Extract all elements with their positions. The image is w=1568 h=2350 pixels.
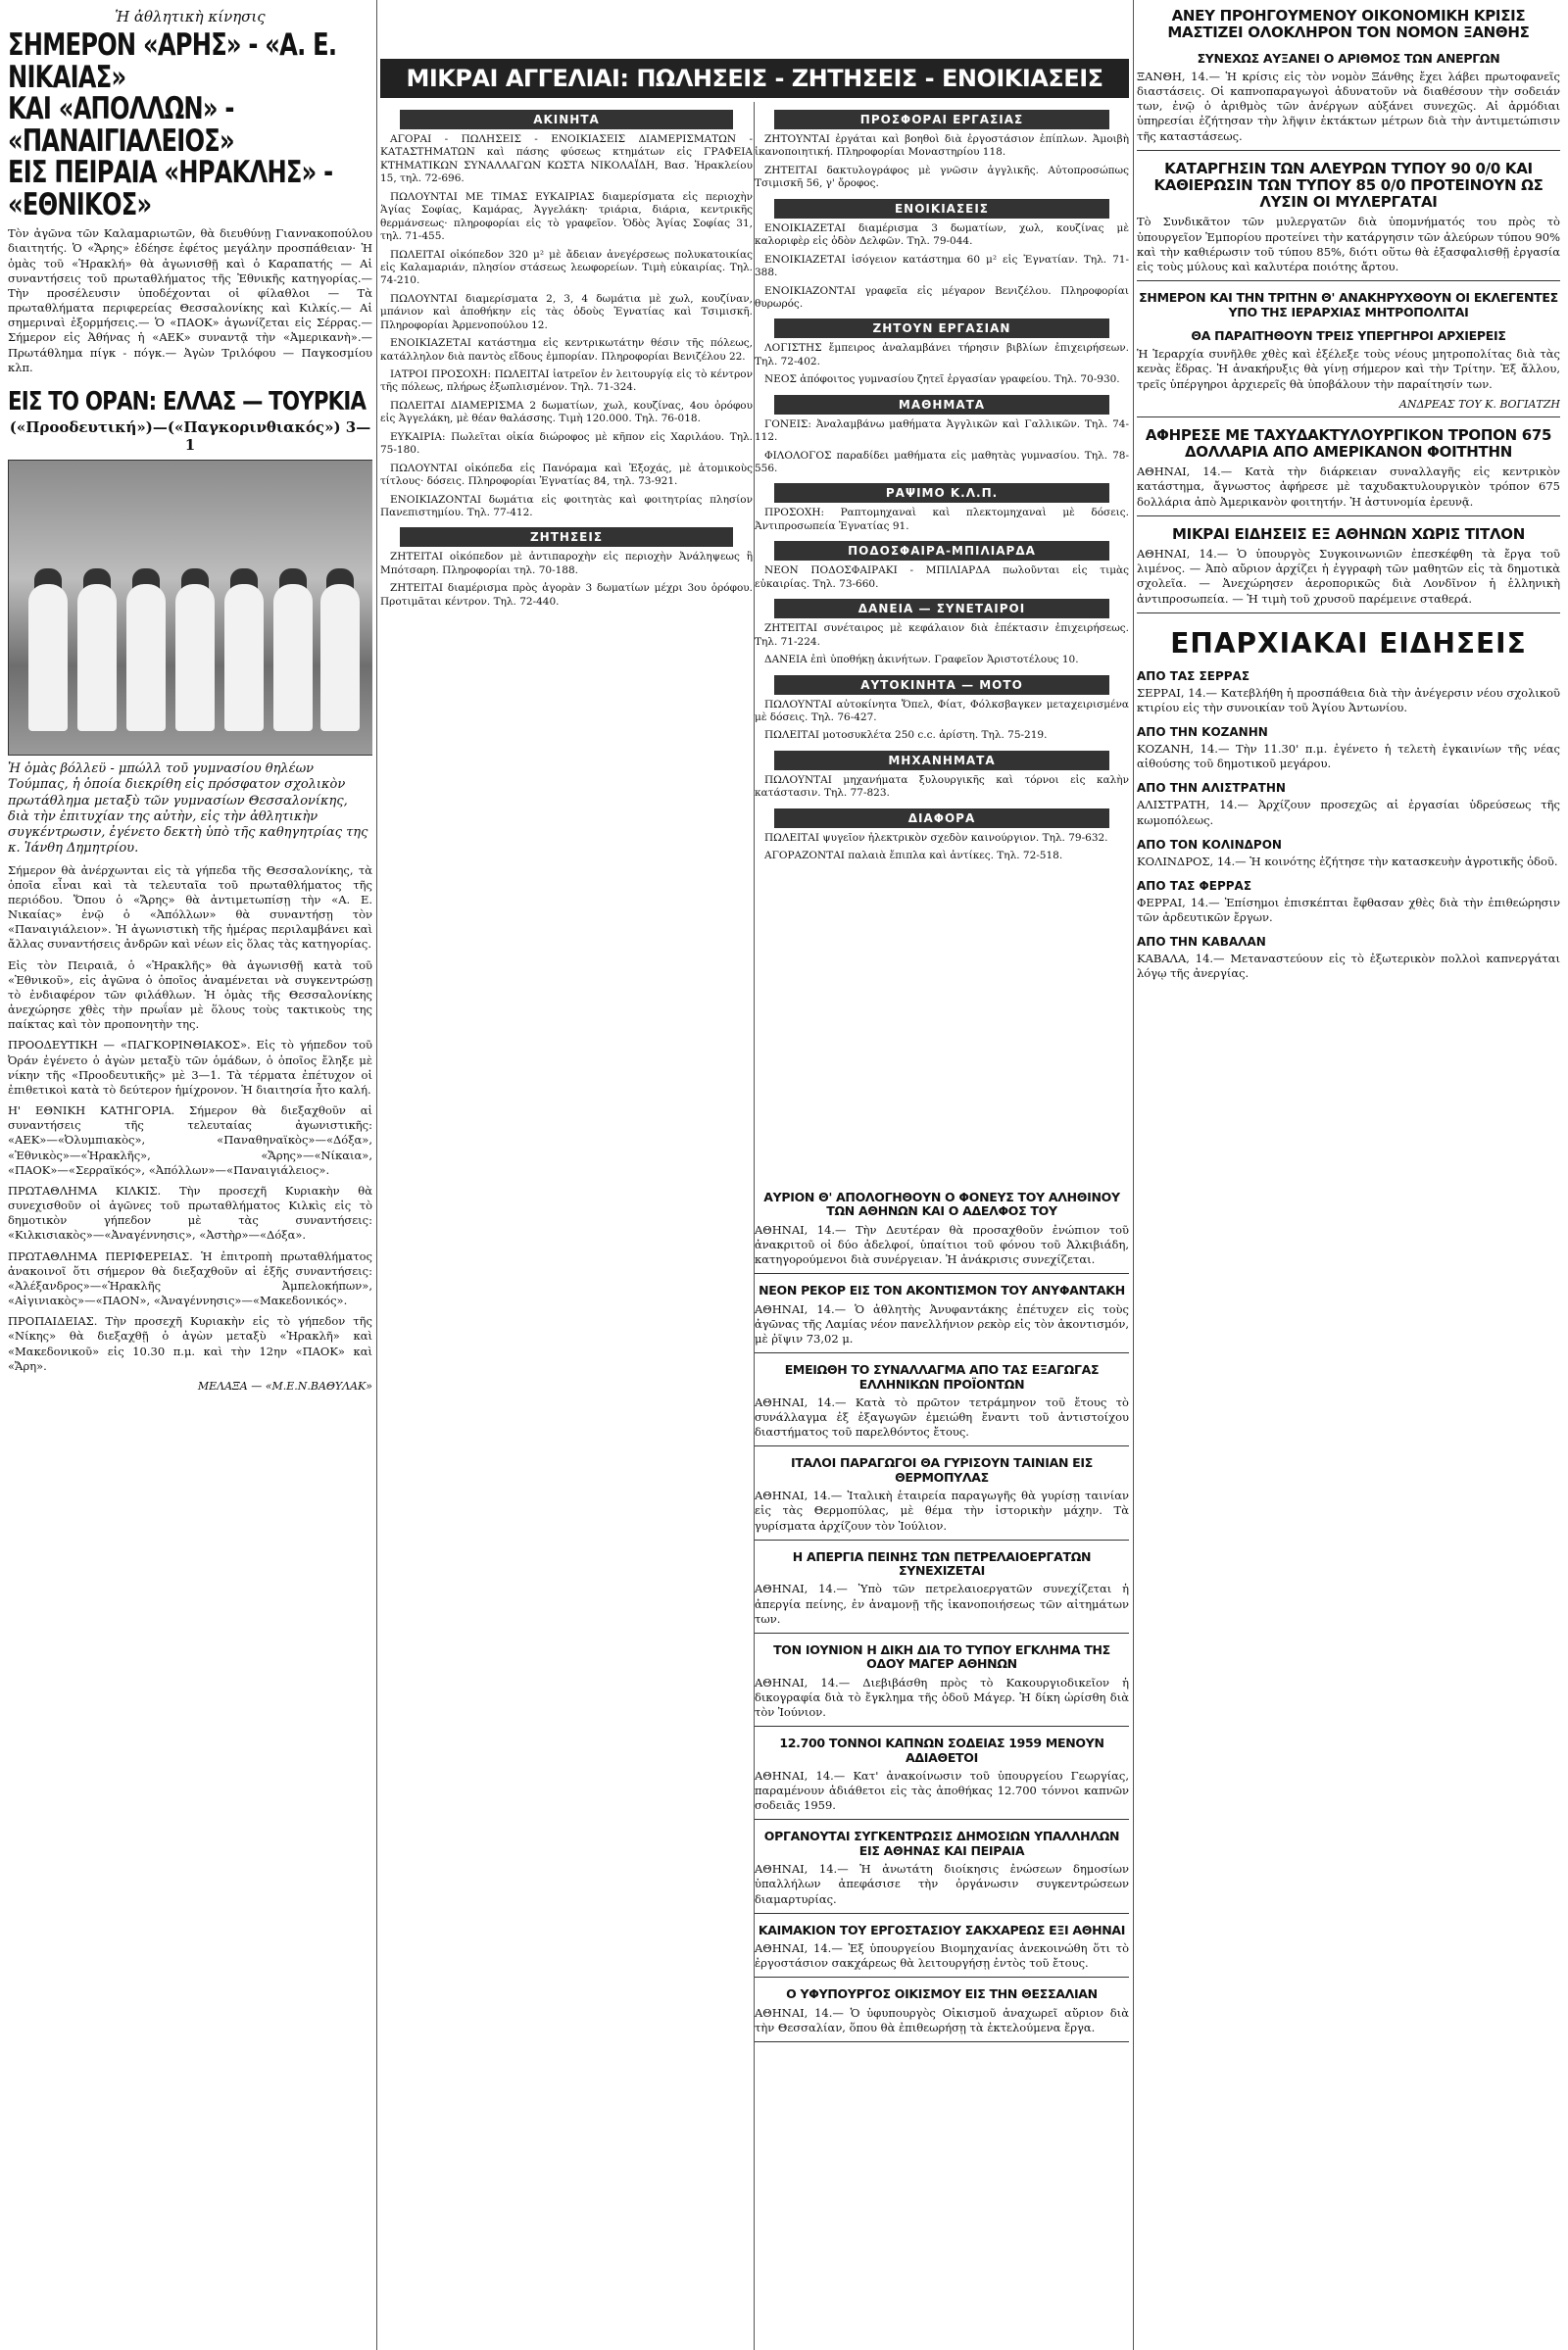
flour-headline: ΚΑΤΑΡΓΗΣΙΝ ΤΩΝ ΑΛΕΥΡΩΝ ΤΥΠΟΥ 90 0/0 ΚΑΙ ΚΑΘΙΕΡΩΣΙΝ ΤΩΝ ΤΥΠΟΥ 85 0/0 ΠΡΟΤΕΙΝΟΥΝ ΩΣ ΛΥΣΙΝ ΟΙ ΜΥΛΕΡΓΑΤΑΙ	[1153, 159, 1544, 212]
ad-category: ΜΗΧΑΝΗΜΑΤΑ	[774, 751, 1109, 770]
bishops-text: Ἡ Ἱεραρχία συνῆλθε χθὲς καὶ ἐξέλεξε τοὺς νέους μητροπολίτας διὰ τὰς κενὰς ἕδρας. Ἡ ἀνακήρυξις θὰ γίνῃ σήμερον καὶ τὴν Τρίτην. Ἐξ ἄλλου, τρεῖς ὑπέργηροι ἀρχιερεῖς θὰ ὑποβάλουν τὴν παραίτησίν των.	[1137, 347, 1560, 391]
classified-ad: ΖΗΤΕΙΤΑΙ διαμέρισμα πρὸς ἀγορὰν 3 δωματίων μέχρι 3ου ὀρόφου. Προτιμᾶται κέντρον. Τηλ. 72-440.	[380, 582, 753, 608]
sports-paragraph: Σήμερον θὰ ἀνέρχωνται εἰς τὰ γήπεδα τῆς Θεσσαλονίκης, τὰ ὁποῖα εἶναι καὶ τὰ τελευταῖα τοῦ πρωταθλήματος τῆς περιόδου. Ὅπου ὁ «Ἄρης» θὰ ἀντιμετωπίσῃ τὴν «Α. Ε. Νικαίας» ἐνῷ ὁ «Ἀπόλλων» θὰ συναντήσῃ τὸν «Παναιγιάλειον». Ἡ ἀγωνιστικὴ τῆς ἡμέρας περιλαμβάνει καὶ ἄλλας συναντήσεις ἀνδρῶν καὶ νέων εἰς ὅλας τὰς κατηγορίας.	[8, 862, 372, 952]
classified-ad: ΠΩΛΕΙΤΑΙ μοτοσυκλέτα 250 c.c. ἀρίστη. Τηλ. 75-219.	[764, 729, 1048, 742]
xanthi-text: ΞΑΝΘΗ, 14.— Ἡ κρίσις εἰς τὸν νομὸν Ξάνθης ἔχει λάβει πρωτοφανεῖς διαστάσεις. Οἱ καπνοπαραγωγοὶ ἀδυνατοῦν νὰ διαθέσουν τὴν σοδειάν των, ἐνῷ ὁ ἀριθμὸς τῶν ἀνέργων αὐξάνει συνεχῶς. Αἱ ἀρμόδιαι ὑπηρεσίαι ἐζήτησαν τὴν λῆψιν ἐκτάκτων μέτρων διὰ τὴν ἀντιμετώπισιν τῆς καταστάσεως.	[1137, 69, 1560, 143]
classified-ad: ΕΝΟΙΚΙΑΖΕΤΑΙ ἰσόγειον κατάστημα 60 μ² εἰς Ἐγνατίαν. Τηλ. 71-388.	[755, 253, 1129, 279]
classified-ad: ΠΩΛΟΥΝΤΑΙ διαμερίσματα 2, 3, 4 δωμάτια μὲ χωλ, κουζίναν, μπάνιον καὶ ἀποθήκην εἰς τὰς ὁδοὺς Ἐγνατίας καὶ Τσιμισκῆ. Πληροφορίαι Ἀρμενοπούλου 12.	[380, 292, 753, 331]
classified-ad: ΠΩΛΕΙΤΑΙ ψυγεῖον ἠλεκτρικὸν σχεδὸν καινούργιον. Τηλ. 79-632.	[764, 831, 1108, 844]
photo-caption: Ἡ ὁμὰς βόλλεϋ - μπώλλ τοῦ γυμνασίου θηλέων Τούμπας, ἡ ὁποία διεκρίθη εἰς πρόσφατον σχολικὸν πρωτάθλημα μεταξὺ τῶν γυμνασίων Θεσσαλονίκης, διὰ τὴν ἐπιτυχίαν της αὐτὴν, εἰς τὴν ἀθλητικὴν συγκέντρωσιν, ἐγένετο δεκτὴ ὑπὸ τῆς καθηγητρίας της κ. Ἰάνθη Δημητρίου.	[8, 761, 368, 857]
provincial-dateline: ΑΠΟ ΤΟΝ ΚΟΛΙΝΔΡΟΝ	[1137, 837, 1282, 852]
brief-news-headline: ΜΙΚΡΑΙ ΕΙΔΗΣΕΙΣ ΕΞ ΑΘΗΝΩΝ ΧΩΡΙΣ ΤΙΤΛΟΝ	[1172, 524, 1525, 543]
ad-category: ΖΗΤΟΥΝ ΕΡΓΑΣΙΑΝ	[774, 318, 1109, 338]
team-photo	[8, 460, 372, 756]
classified-ad: ΖΗΤΕΙΤΑΙ οἰκόπεδον μὲ ἀντιπαροχὴν εἰς περιοχὴν Ἀνάληψεως ἢ Μπότσαρη. Πληροφορίαι τηλ. 70-188.	[380, 551, 753, 576]
sports-paragraph: ΠΡΩΤΑΘΛΗΜΑ ΚΙΛΚΙΣ. Τὴν προσεχῆ Κυριακὴν θὰ συνεχισθοῦν οἱ ἀγῶνες τοῦ πρωταθλήματος Κιλκὶς εἰς τὸ δημοτικὸν γήπεδον μὲ τὰς συναντήσεις: «Κιλκισιακὸς»—«Ἀναγέννησις», «Ἀστὴρ»—«Δόξα».	[8, 1183, 372, 1243]
classified-ad: ΖΗΤΕΙΤΑΙ συνέταιρος μὲ κεφάλαιον διὰ ἐπέκτασιν ἐπιχειρήσεως. Τηλ. 71-224.	[755, 622, 1129, 648]
news-text: ΑΘΗΝΑΙ, 14.— Ἰταλικὴ ἑταιρεία παραγωγῆς θὰ γυρίσῃ ταινίαν εἰς τὰς Θερμοπύλας, μὲ θέμα τὴν ἱστορικὴν μάχην. Τὰ γυρίσματα ἀρχίζουν τὸν Ἰούλιον.	[755, 1489, 1129, 1533]
classified-ad: ΠΡΟΣΟΧΗ: Ραπτομηχαναὶ καὶ πλεκτομηχαναὶ μὲ δόσεις. Ἀντιπροσωπεία Ἐγνατίας 91.	[755, 507, 1129, 532]
bishops-headline: ΣΗΜΕΡΟΝ ΚΑΙ ΤΗΝ ΤΡΙΤΗΝ Θ' ΑΝΑΚΗΡΥΧΘΟΥΝ ΟΙ ΕΚΛΕΓΕΝΤΕΣ ΥΠΟ ΤΗΣ ΙΕΡΑΡΧΙΑΣ ΜΗΤΡΟΠΟΛΙΤΑΙ	[1139, 290, 1558, 319]
classified-ad: ΠΩΛΟΥΝΤΑΙ ΜΕ ΤΙΜΑΣ ΕΥΚΑΙΡΙΑΣ διαμερίσματα εἰς περιοχὴν Ἁγίας Σοφίας, Καμάρας, Ἀγγελάκη· τριάρια, διάρια, κεντρικῆς θερμάνσεως· πληροφορίαι εἰς τὸ γραφεῖον. Ὁδὸς Ἁγίας Σοφίας 31, τηλ. 71-455.	[380, 190, 753, 243]
news-headline: Ο ΥΦΥΠΟΥΡΓΟΣ ΟΙΚΙΣΜΟΥ ΕΙΣ ΤΗΝ ΘΕΣΣΑΛΙΑΝ	[786, 1986, 1098, 2002]
dollars-headline: ΑΦΗΡΕΣΕ ΜΕ ΤΑΧΥΔΑΚΤΥΛΟΥΡΓΙΚΟΝ ΤΡΟΠΟΝ 675 ΔΟΛΛΑΡΙΑ ΑΠΟ ΑΜΕΡΙΚΑΝΟΝ ΦΟΙΤΗΤΗΝ	[1145, 425, 1552, 462]
classified-ad: ΑΓΟΡΑΙ - ΠΩΛΗΣΕΙΣ - ΕΝΟΙΚΙΑΣΕΙΣ ΔΙΑΜΕΡΙΣΜΑΤΩΝ - ΚΑΤΑΣΤΗΜΑΤΩΝ καὶ πάσης φύσεως κτημάτων εἰς ΓΡΑΦΕΙΑ ΚΤΗΜΑΤΙΚΩΝ ΣΥΝΑΛΛΑΓΩΝ ΚΩΣΤΑ ΝΙΚΟΛΑΪΔΗ, Βασ. Ἡρακλείου 15, τηλ. 72-696.	[380, 133, 753, 185]
provincial-text: ΦΕΡΡΑΙ, 14.— Ἐπίσημοι ἐπισκέπται ἔφθασαν χθὲς διὰ τὴν ἐπιθεώρησιν τῶν ἀρδευτικῶν ἔργων.	[1137, 895, 1560, 925]
classified-ad: ΕΥΚΑΙΡΙΑ: Πωλεῖται οἰκία διώροφος μὲ κῆπον εἰς Χαριλάου. Τηλ. 75-180.	[380, 430, 753, 457]
provincial-text: ΚΟΖΑΝΗ, 14.— Τὴν 11.30' π.μ. ἐγένετο ἡ τελετὴ ἐγκαινίων τῆς νέας αἰθούσης τοῦ δημοτικοῦ μεγάρου.	[1137, 742, 1560, 771]
sports-headline-line-1: ΣΗΜΕΡΟΝ «ΑΡΗΣ» - «Α. Ε. ΝΙΚΑΙΑΣ»	[8, 27, 337, 95]
news-text: ΑΘΗΝΑΙ, 14.— Κατ' ἀνακοίνωσιν τοῦ ὑπουργείου Γεωργίας, παραμένουν ἀδιάθετοι εἰς τὰς ἀποθήκας 12.700 τόννοι καπνῶν σοδειᾶς 1959.	[755, 1768, 1129, 1813]
classifieds-column-b	[755, 102, 1129, 1180]
column-divider	[376, 0, 377, 2350]
news-text: ΑΘΗΝΑΙ, 14.— Ὁ ἀθλητὴς Ἀνυφαντάκης ἐπέτυχεν εἰς τοὺς ἀγῶνας τῆς Λαμίας νέον πανελλήνιον ρεκὸρ εἰς τὸν ἀκοντισμόν, μὲ ῥῖψιν 73,02 μ.	[755, 1301, 1129, 1346]
divider	[755, 1819, 1129, 1820]
provincial-dateline: ΑΠΟ ΤΗΝ ΚΟΖΑΝΗΝ	[1137, 725, 1268, 740]
ad-category: ΡΑΨΙΜΟ Κ.Λ.Π.	[774, 483, 1109, 503]
news-text: ΑΘΗΝΑΙ, 14.— Ἡ ἀνωτάτη διοίκησις ἐνώσεων δημοσίων ὑπαλλήλων ἀπεφάσισε τὴν ὀργάνωσιν συγκεντρώσεων διαμαρτυρίας.	[755, 1862, 1129, 1906]
oran-score: («Προοδευτική»)—(«Παγκορινθιακός») 3—1	[9, 418, 371, 454]
classified-ad: ΠΩΛΟΥΝΤΑΙ μηχανήματα ξυλουργικῆς καὶ τόρνοι εἰς καλὴν κατάστασιν. Τηλ. 77-823.	[755, 773, 1129, 800]
classifieds-banner-wrap	[380, 59, 1129, 98]
classified-ad: ΕΝΟΙΚΙΑΖΟΝΤΑΙ γραφεῖα εἰς μέγαρον Βενιζέλου. Πληροφορίαι θυρωρός.	[755, 284, 1129, 310]
divider	[755, 1352, 1129, 1353]
divider	[755, 1726, 1129, 1727]
ad-category: ΔΙΑΦΟΡΑ	[774, 808, 1109, 828]
section-kicker: Ἡ ἀθλητικὴ κίνησις	[115, 8, 266, 25]
divider	[755, 1913, 1129, 1914]
xanthi-headline: ΑΝΕΥ ΠΡΟΗΓΟΥΜΕΝΟΥ ΟΙΚΟΝΟΜΙΚΗ ΚΡΙΣΙΣ ΜΑΣΤΙΖΕΙ ΟΛΟΚΛΗΡΟΝ ΤΟΝ ΝΟΜΟΝ ΞΑΝΘΗΣ	[1167, 7, 1530, 42]
news-headline: Η ΑΠΕΡΓΙΑ ΠΕΙΝΗΣ ΤΩΝ ΠΕΤΡΕΛΑΙΟΕΡΓΑΤΩΝ ΣΥΝΕΧΙΖΕΤΑΙ	[792, 1548, 1092, 1579]
dollars-text: ΑΘΗΝΑΙ, 14.— Κατὰ τὴν διάρκειαν συναλλαγῆς εἰς κεντρικὸν κατάστημα, ἄγνωστος ἀφήρεσε μὲ ταχυδακτυλουργικὸν τρόπον 675 δολλάρια ἀπὸ Ἀμερικανὸν φοιτητήν. Ἡ ἀστυνομία ἐρευνᾷ.	[1137, 465, 1560, 509]
divider	[755, 1273, 1129, 1274]
ad-category: ΜΑΘΗΜΑΤΑ	[774, 395, 1109, 415]
ad-category: ΔΑΝΕΙΑ — ΣΥΝΕΤΑΙΡΟΙ	[774, 599, 1109, 618]
ad-category: ΑΚΙΝΗΤΑ	[400, 110, 733, 129]
divider	[755, 2041, 1129, 2042]
xanthi-subheadline: ΣΥΝΕΧΩΣ ΑΥΞΑΝΕΙ Ο ΑΡΙΘΜΟΣ ΤΩΝ ΑΝΕΡΓΩΝ	[1197, 50, 1500, 66]
ad-category: ΑΥΤΟΚΙΝΗΤΑ — ΜΟΤΟ	[774, 675, 1109, 695]
classified-ad: ΔΑΝΕΙΑ ἐπὶ ὑποθήκῃ ἀκινήτων. Γραφεῖον Ἀριστοτέλους 10.	[764, 654, 1079, 666]
classified-ad: ΛΟΓΙΣΤΗΣ ἔμπειρος ἀναλαμβάνει τήρησιν βιβλίων ἐπιχειρήσεων. Τηλ. 72-402.	[755, 342, 1129, 367]
classifieds-column-a	[380, 102, 753, 2350]
classified-ad: ΓΟΝΕΙΣ: Ἀναλαμβάνω μαθήματα Ἀγγλικῶν καὶ Γαλλικῶν. Τηλ. 74-112.	[755, 417, 1129, 444]
provincial-news-title: ΕΠΑΡΧΙΑΚΑΙ ΕΙΔΗΣΕΙΣ	[1170, 626, 1527, 660]
news-text: ΑΘΗΝΑΙ, 14.— Ὑπὸ τῶν πετρελαιοεργατῶν συνεχίζεται ἡ ἀπεργία πείνης, ἐν ἀναμονῇ τῆς ἱκανοποιήσεως τῶν αἰτημάτων των.	[755, 1582, 1129, 1626]
classified-ad: ΦΙΛΟΛΟΓΟΣ παραδίδει μαθήματα εἰς μαθητὰς γυμνασίου. Τηλ. 78-556.	[755, 449, 1129, 474]
news-headline: 12.700 ΤΟΝΝΟΙ ΚΑΠΝΩΝ ΣΟΔΕΙΑΣ 1959 ΜΕΝΟΥΝ ΑΔΙΑΘΕΤΟΙ	[779, 1736, 1104, 1765]
news-headline: ΚΑΙΜΑΚΙΟΝ ΤΟΥ ΕΡΓΟΣΤΑΣΙΟΥ ΣΑΚΧΑΡΕΩΣ ΕΞΙ ΑΘΗΝΑΙ	[758, 1922, 1126, 1937]
sports-paragraph: Εἰς τὸν Πειραιᾶ, ὁ «Ἡρακλῆς» θὰ ἀγωνισθῇ κατὰ τοῦ «Ἐθνικοῦ», εἰς ἀγῶνα ὁ ὁποῖος ἀναμένεται νὰ συγκεντρώσῃ τὸ ἐνδιαφέρον τῶν φιλάθλων. Ἡ ὁμὰς τῆς Θεσσαλονίκης ἀνεχώρησε χθὲς τὴν πρωΐαν μὲ ὅλους τοὺς τακτικοὺς της παίκτας καὶ τὸν προπονητὴν της.	[8, 957, 372, 1032]
trial-headline: ΑΥΡΙΟΝ Θ' ΑΠΟΛΟΓΗΘΟΥΝ Ο ΦΟΝΕΥΣ ΤΟΥ ΑΛΗΘΙΝΟΥ ΤΩΝ ΑΘΗΝΩΝ ΚΑΙ Ο ΑΔΕΛΦΟΣ ΤΟΥ	[763, 1190, 1120, 1219]
news-headline: ΤΟΝ ΙΟΥΝΙΟΝ Η ΔΙΚΗ ΔΙΑ ΤΟ ΤΥΠΟΥ ΕΓΚΛΗΜΑ ΤΗΣ ΟΔΟΥ ΜΑΓΕΡ ΑΘΗΝΩΝ	[773, 1641, 1110, 1672]
news-headline: ΟΡΓΑΝΟΥΤΑΙ ΣΥΓΚΕΝΤΡΩΣΙΣ ΔΗΜΟΣΙΩΝ ΥΠΑΛΛΗΛΩΝ ΕΙΣ ΑΘΗΝΑΣ ΚΑΙ ΠΕΙΡΑΙΑ	[763, 1829, 1120, 1858]
news-text: ΑΘΗΝΑΙ, 14.— Ὁ ὑφυπουργὸς Οἰκισμοῦ ἀναχωρεῖ αὔριον διὰ τὴν Θεσσαλίαν, ὅπου θὰ ἐπιθεωρήσῃ τὰ ἐκτελούμενα ἔργα.	[755, 2005, 1129, 2035]
sports-paragraph: Η' ΕΘΝΙΚΗ ΚΑΤΗΓΟΡΙΑ. Σήμερον θὰ διεξαχθοῦν αἱ συναντήσεις τῆς τελευταίας ἀγωνιστικῆς: «ΑΕΚ»—«Ὀλυμπιακὸς», «Παναθηναϊκὸς»—«Δόξα», «Ἐθνικὸς»—«Ἡρακλῆς», «Ἄρης»—«Νίκαια», «ΠΑΟΚ»—«Σερραϊκός», «Ἀπόλλων»—«Παναιγιάλειος».	[8, 1103, 372, 1177]
classified-ad: ΝΕΟΝ ΠΟΔΟΣΦΑΙΡΑΚΙ - ΜΠΙΛΙΑΡΔΑ πωλοῦνται εἰς τιμὰς εὐκαιρίας. Τηλ. 73-660.	[755, 564, 1129, 590]
ad-category: ΖΗΤΗΣΕΙΣ	[400, 527, 733, 547]
provincial-dateline: ΑΠΟ ΤΗΝ ΚΑΒΑΛΑΝ	[1137, 935, 1266, 950]
sports-paragraph: ΠΡΟΠΑΙΔΕΙΑΣ. Τὴν προσεχῆ Κυριακὴν εἰς τὸ γήπεδον τῆς «Νίκης» θὰ διεξαχθῇ ὁ ἀγὼν μεταξὺ «Ἡρακλῆ» καὶ «Μακεδονικοῦ» εἰς 10.30 π.μ. καὶ τὴν 12ην «ΠΑΟΚ» καὶ «Ἄρη».	[8, 1314, 372, 1373]
classified-ad: ΝΕΟΣ ἀπόφοιτος γυμνασίου ζητεῖ ἐργασίαν γραφείου. Τηλ. 70-930.	[764, 373, 1120, 386]
classified-ad: ΠΩΛΟΥΝΤΑΙ αὐτοκίνητα Ὄπελ, Φίατ, Φόλκσβαγκεν μεταχειρισμένα μὲ δόσεις. Τηλ. 76-427.	[755, 698, 1129, 723]
classified-ad: ΑΓΟΡΑΖΟΝΤΑΙ παλαιὰ ἔπιπλα καὶ ἀντίκες. Τηλ. 72-518.	[764, 850, 1063, 862]
bishops-signature: ΑΝΔΡΕΑΣ ΤΟΥ Κ. ΒΟΓΙΑΤΖΗ	[1398, 397, 1560, 411]
classified-ad: ΕΝΟΙΚΙΑΖΕΤΑΙ κατάστημα εἰς κεντρικωτάτην θέσιν τῆς πόλεως, κατάλληλον διὰ παντὸς εἴδους ἐμπορίαν. Πληροφορίαι Βενιζέλου 22.	[380, 337, 753, 363]
flour-text: Τὸ Συνδικᾶτον τῶν μυλεργατῶν διὰ ὑπομνήματός του πρὸς τὸ ὑπουργεῖον Ἐμπορίου προτείνει τὴν κατάργησιν τῶν ἀλεύρων τύπου 90% καὶ τὴν καθιέρωσιν τοῦ τύπου 85%, διότι οὕτω θὰ ἐξασφαλισθῇ ἐργασία εἰς τοὺς μύλους καὶ καλυτέρα ποιότης ἄρτου.	[1137, 215, 1560, 273]
provincial-text: ΚΟΛΙΝΔΡΟΣ, 14.— Ἡ κοινότης ἐζήτησε τὴν κατασκευὴν ἀγροτικῆς ὁδοῦ.	[1137, 854, 1558, 868]
divider	[755, 1445, 1129, 1446]
sports-headline-line-3: ΕΙΣ ΠΕΙΡΑΙΑ «ΗΡΑΚΛΗΣ» - «ΕΘΝΙΚΟΣ»	[8, 155, 333, 222]
right-column	[1137, 0, 1560, 2350]
classified-ad: ΠΩΛΟΥΝΤΑΙ οἰκόπεδα εἰς Πανόραμα καὶ Ἐξοχάς, μὲ ἀτομικοὺς τίτλους· δόσεις. Πληροφορίαι Ἐγνατίας 84, τηλ. 73-921.	[380, 462, 753, 488]
sports-headline-line-2: ΚΑΙ «ΑΠΟΛΛΩΝ» - «ΠΑΝΑΙΓΙΑΛΕΙΟΣ»	[8, 91, 234, 159]
ad-category: ΠΟΔΟΣΦΑΙΡΑ-ΜΠΙΛΙΑΡΔΑ	[774, 541, 1109, 561]
classified-ad: ΕΝΟΙΚΙΑΖΕΤΑΙ διαμέρισμα 3 δωματίων, χωλ, κουζίνας μὲ καλοριφὲρ εἰς ὁδὸν Δελφῶν. Τηλ. 79-044.	[755, 221, 1129, 248]
bishops-subheadline: ΘΑ ΠΑΡΑΙΤΗΘΟΥΝ ΤΡΕΙΣ ΥΠΕΡΓΗΡΟΙ ΑΡΧΙΕΡΕΙΣ	[1191, 327, 1506, 343]
ad-category: ΠΡΟΣΦΟΡΑΙ ΕΡΓΑΣΙΑΣ	[774, 110, 1109, 129]
classified-ad: ΕΝΟΙΚΙΑΖΟΝΤΑΙ δωμάτια εἰς φοιτητὰς καὶ φοιτητρίας πλησίον Πανεπιστημίου. Τηλ. 77-412.	[380, 493, 753, 518]
ad-category: ΕΝΟΙΚΙΑΣΕΙΣ	[774, 199, 1109, 219]
divider	[755, 1540, 1129, 1541]
classifieds-banner: ΜΙΚΡΑΙ ΑΓΓΕΛΙΑΙ: ΠΩΛΗΣΕΙΣ - ΖΗΤΗΣΕΙΣ - ΕΝΟΙΚΙΑΣΕΙΣ	[380, 59, 1129, 98]
provincial-text: ΑΛΙΣΤΡΑΤΗ, 14.— Ἀρχίζουν προσεχῶς αἱ ἐργασίαι ὑδρεύσεως τῆς κωμοπόλεως.	[1137, 798, 1560, 827]
sports-signature: ΜΕΛΑΞΑ — «Μ.Ε.Ν.ΒΑΘΥΛΑΚ»	[197, 1380, 372, 1393]
news-text: ΑΘΗΝΑΙ, 14.— Ἐξ ὑπουργείου Βιομηχανίας ἀνεκοινώθη ὅτι τὸ ἐργοστάσιον σακχάρεως θὰ λειτουργήσῃ ἐντὸς τοῦ ἔτους.	[755, 1941, 1129, 1971]
news-headline: ΝΕΟΝ ΡΕΚΟΡ ΕΙΣ ΤΟΝ ΑΚΟΝΤΙΣΜΟΝ ΤΟΥ ΑΝΥΦΑΝΤΑΚΗ	[759, 1283, 1125, 1298]
divider	[755, 1633, 1129, 1634]
classified-ad: ΖΗΤΕΙΤΑΙ δακτυλογράφος μὲ γνῶσιν ἀγγλικῆς. Αὐτοπροσώπως Τσιμισκῆ 56, γ' ὄροφος.	[755, 164, 1129, 190]
provincial-news-list	[1137, 669, 1560, 982]
classified-ad: ΙΑΤΡΟΙ ΠΡΟΣΟΧΗ: ΠΩΛΕΙΤΑΙ ἰατρεῖον ἐν λειτουργίᾳ εἰς τὸ κέντρον τῆς πόλεως, πλήρως ἐξωπλισμένον. Τηλ. 71-324.	[380, 368, 753, 394]
sports-column	[8, 0, 372, 2350]
news-text: ΑΘΗΝΑΙ, 14.— Κατὰ τὸ πρῶτον τετράμηνον τοῦ ἔτους τὸ συνάλλαγμα ἐξ ἐξαγωγῶν ἐμειώθη ἔναντι τοῦ ἀντιστοίχου διαστήματος τοῦ παρελθόντος ἔτους.	[755, 1395, 1129, 1440]
provincial-dateline: ΑΠΟ ΤΑΣ ΣΕΡΡΑΣ	[1137, 668, 1250, 683]
news-column	[755, 1181, 1129, 2350]
sports-paragraph: ΠΡΟΟΔΕΥΤΙΚΗ — «ΠΑΓΚΟΡΙΝΘΙΑΚΟΣ». Εἰς τὸ γήπεδον τοῦ Ὀράν ἐγένετο ὁ ἀγὼν μεταξὺ τῶν ὁμάδων, ὁ ὁποῖος ἔληξε μὲ νίκην τῆς «Προοδευτικῆς» μὲ 3—1. Τὰ τέρματα ἐπέτυχον οἱ ἐπιθετικοὶ κατὰ τὸ δεύτερον ἡμίχρονον. Ἡ διαιτησία ἦτο καλή.	[8, 1038, 372, 1097]
column-divider	[1133, 0, 1134, 2350]
provincial-dateline: ΑΠΟ ΤΑΣ ΦΕΡΡΑΣ	[1137, 878, 1252, 893]
provincial-text: ΚΑΒΑΛΑ, 14.— Μεταναστεύουν εἰς τὸ ἐξωτερικὸν πολλοὶ καπνεργάται λόγῳ τῆς ἀνεργίας.	[1137, 952, 1560, 981]
sports-paragraph: ΠΡΩΤΑΘΛΗΜΑ ΠΕΡΙΦΕΡΕΙΑΣ. Ἡ ἐπιτροπὴ πρωταθλήματος ἀνακοινοῖ ὅτι σήμερον θὰ διεξαχθοῦν αἱ ἑξῆς συναντήσεις: «Ἀλέξανδρος»—«Ἡρακλῆς Ἀμπελοκήπων», «Αἰγινιακὸς»—«ΠΑΟΝ», «Ἀναγέννησις»—«Μακεδονικός».	[8, 1248, 372, 1308]
provincial-dateline: ΑΠΟ ΤΗΝ ΑΛΙΣΤΡΑΤΗΝ	[1137, 781, 1286, 796]
news-text: ΑΘΗΝΑΙ, 14.— Διεβιβάσθη πρὸς τὸ Κακουργιοδικεῖον ἡ δικογραφία διὰ τὸ ἔγκλημα τῆς ὁδοῦ Μάγερ. Ἡ δίκη ὡρίσθη διὰ τὸν Ἰούνιον.	[755, 1675, 1129, 1720]
provincial-text: ΣΕΡΡΑΙ, 14.— Κατεβλήθη ἡ προσπάθεια διὰ τὴν ἀνέγερσιν νέου σχολικοῦ κτιρίου εἰς τὴν συνοικίαν τοῦ Ἁγίου Ἀντωνίου.	[1137, 685, 1560, 714]
news-headline: ΕΜΕΙΩΘΗ ΤΟ ΣΥΝΑΛΛΑΓΜΑ ΑΠΟ ΤΑΣ ΕΞΑΓΩΓΑΣ ΕΛΛΗΝΙΚΩΝ ΠΡΟΪΟΝΤΩΝ	[784, 1362, 1100, 1392]
classified-ad: ΠΩΛΕΙΤΑΙ οἰκόπεδον 320 μ² μὲ ἄδειαν ἀνεγέρσεως πολυκατοικίας εἰς Καλαμαριάν, πλησίον στάσεως λεωφορείων. Τιμὴ εὐκαιρίας. Τηλ. 74-210.	[380, 248, 753, 287]
classified-ad: ΖΗΤΟΥΝΤΑΙ ἐργάται καὶ βοηθοὶ διὰ ἐργοστάσιον ἐπίπλων. Ἀμοιβὴ ἱκανοποιητική. Πληροφορίαι Μοναστηρίου 118.	[755, 133, 1129, 159]
divider	[755, 1977, 1129, 1978]
news-headline: ΙΤΑΛΟΙ ΠΑΡΑΓΩΓΟΙ ΘΑ ΓΥΡΙΣΟΥΝ ΤΑΙΝΙΑΝ ΕΙΣ ΘΕΡΜΟΠΥΛΑΣ	[790, 1455, 1093, 1485]
brief-news-text: ΑΘΗΝΑΙ, 14.— Ὁ ὑπουργὸς Συγκοινωνιῶν ἐπεσκέφθη τὰ ἔργα τοῦ λιμένος. — Ἀπὸ αὔριον ἀρχίζει ἡ ἐγγραφὴ τῶν μαθητῶν εἰς τὰ δημοτικὰ σχολεῖα. — Ἀνεχώρησεν ἀεροπορικῶς διὰ Λονδῖνον ἡ ἑλληνικὴ ἀντιπροσωπεία. — Ἡ τιμὴ τοῦ χρυσοῦ παρέμεινε σταθερά.	[1137, 547, 1560, 606]
classified-ad: ΠΩΛΕΙΤΑΙ ΔΙΑΜΕΡΙΣΜΑ 2 δωματίων, χωλ, κουζίνας, 4ου ὀρόφου εἰς Ἀγγελάκη, μὲ θέαν θαλάσσης. Τιμὴ 120.000. Τηλ. 76-018.	[380, 399, 753, 425]
news-text: ΑΘΗΝΑΙ, 14.— Τὴν Δευτέραν θὰ προσαχθοῦν ἐνώπιον τοῦ ἀνακριτοῦ οἱ δύο ἀδελφοί, ὑπαίτιοι τοῦ φόνου τοῦ Ἀλκιβιάδη, κατηγορούμενοι διὰ συνέργειαν. Ἡ ἀνάκρισις συνεχίζεται.	[755, 1222, 1129, 1267]
oran-headline: ΕΙΣ ΤΟ ΟΡΑΝ: ΕΛΛΑΣ — ΤΟΥΡΚΙΑ	[8, 387, 367, 416]
sports-intro: Τὸν ἀγῶνα τῶν Καλαμαριωτῶν, θὰ διευθύνῃ Γιαννακοπούλου διαιτητής. Ὁ «Ἄρης» ἐδέησε ἐφέτος μεγάλην προσπάθειαν· Ἡ ὁμὰς τοῦ «Ἡρακλή» θὰ ἀγωνισθῇ καὶ ὁ Καραπατής — Αἱ συναντήσεις τοῦ πρωταθλήματος τῆς Ἐθνικῆς κατηγορίας.— Τὴν προσέλευσιν ὑποδέχονται οἱ φίλαθλοι — Τὰ πρωταθλήματα περιφερείας Θεσσαλονίκης καὶ Κιλκίς.— Αἱ σημεριναὶ ἐξορμήσεις.— Ὁ «ΠΑΟΚ» ἀγωνίζεται εἰς Σέρρας.— Σήμερον εἰς Ἀθήνας ἡ «ΑΕΚ» συναντᾷ τὴν «Ἀμερικανὴ».— Πρωτάθλημα πίγκ - πόγκ.— Ἀγὼν Τριλόφου — Παγκοσμίου κλπ.	[8, 226, 372, 374]
